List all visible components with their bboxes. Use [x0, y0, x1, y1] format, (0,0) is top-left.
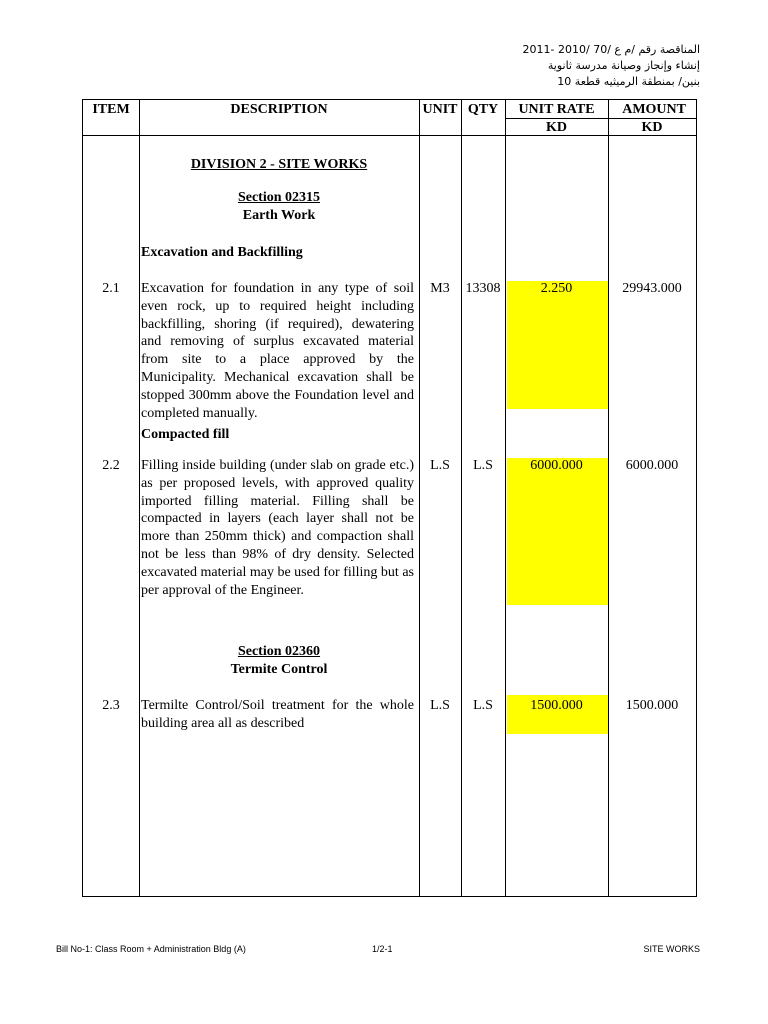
section-name-termite-control: Termite Control — [230, 662, 328, 677]
column-header-amount: AMOUNT — [622, 102, 686, 117]
item-unit: L.S — [430, 698, 450, 713]
subheading-compacted-fill: Compacted fill — [141, 427, 230, 442]
column-header-unit: UNIT — [422, 102, 458, 117]
tender-number: المناقصة رقم /م ع /70 /2010 -2011 — [522, 43, 700, 56]
item-amount: 29943.000 — [622, 281, 682, 296]
item-unit-rate: 6000.000 — [530, 458, 583, 473]
footer-bill-title: Bill No-1: Class Room + Administration Bldg (A) — [56, 944, 246, 954]
section-name-earth-work: Earth Work — [242, 208, 316, 223]
item-qty: L.S — [473, 698, 493, 713]
item-qty: 13308 — [465, 281, 501, 296]
item-number: 2.2 — [102, 458, 120, 473]
item-number: 2.1 — [102, 281, 120, 296]
item-unit: M3 — [430, 281, 450, 296]
item-unit-rate: 2.250 — [540, 281, 573, 296]
column-header-amount-currency: KD — [641, 120, 663, 135]
item-number: 2.3 — [102, 698, 120, 713]
item-unit-rate: 1500.000 — [530, 698, 583, 713]
footer-section-name: SITE WORKS — [643, 944, 700, 954]
column-header-unit-rate-currency: KD — [546, 120, 567, 135]
subheading-excavation: Excavation and Backfilling — [141, 245, 303, 260]
rate-highlight-2-2 — [507, 458, 608, 605]
project-title: إنشاء وإنجاز وصيانة مدرسة ثانوية — [547, 59, 700, 72]
item-unit: L.S — [430, 458, 450, 473]
division-title: DIVISION 2 - SITE WORKS — [190, 157, 368, 172]
item-amount: 1500.000 — [625, 698, 679, 713]
column-header-description: DESCRIPTION — [230, 102, 328, 117]
column-divider — [461, 100, 462, 896]
column-divider — [419, 100, 420, 896]
bill-of-quantities-table — [82, 99, 697, 897]
project-location: بنين/ بمنطقة الرميثيه قطعة 10 — [557, 75, 700, 88]
section-number-02360: Section 02360 — [237, 644, 321, 659]
footer-page-number: 1/2-1 — [372, 944, 393, 954]
column-divider — [608, 100, 609, 896]
section-number-02315: Section 02315 — [237, 190, 321, 205]
column-header-unit-rate: UNIT RATE — [518, 102, 595, 117]
item-description: Excavation for foundation in any type of soil even rock, up to required height including backfilling, shoring (if required), dewatering and removing of surplus excavated material from site to a place approved by the Municipality. Mechanical excavation shall be stopped 300mm above the Foundation level and completed manually. — [141, 281, 414, 421]
column-header-qty: QTY — [467, 102, 499, 117]
item-amount: 6000.000 — [625, 458, 679, 473]
rate-highlight-2-1 — [507, 281, 608, 409]
column-divider — [505, 100, 506, 896]
item-description: Termilte Control/Soil treatment for the whole building area all as described — [141, 698, 414, 731]
column-header-item: ITEM — [92, 102, 130, 117]
tender-header — [400, 42, 700, 90]
item-description: Filling inside building (under slab on grade etc.) as per proposed levels, with approved quality imported filling material. Filling shall be compacted in layers (each layer shall not be more than 250mm thick) and compaction shall not be less than 98% of dry density. Selected excavated material may be used for filling but as per approval of the Engineer. — [141, 458, 414, 598]
item-qty: L.S — [473, 458, 493, 473]
